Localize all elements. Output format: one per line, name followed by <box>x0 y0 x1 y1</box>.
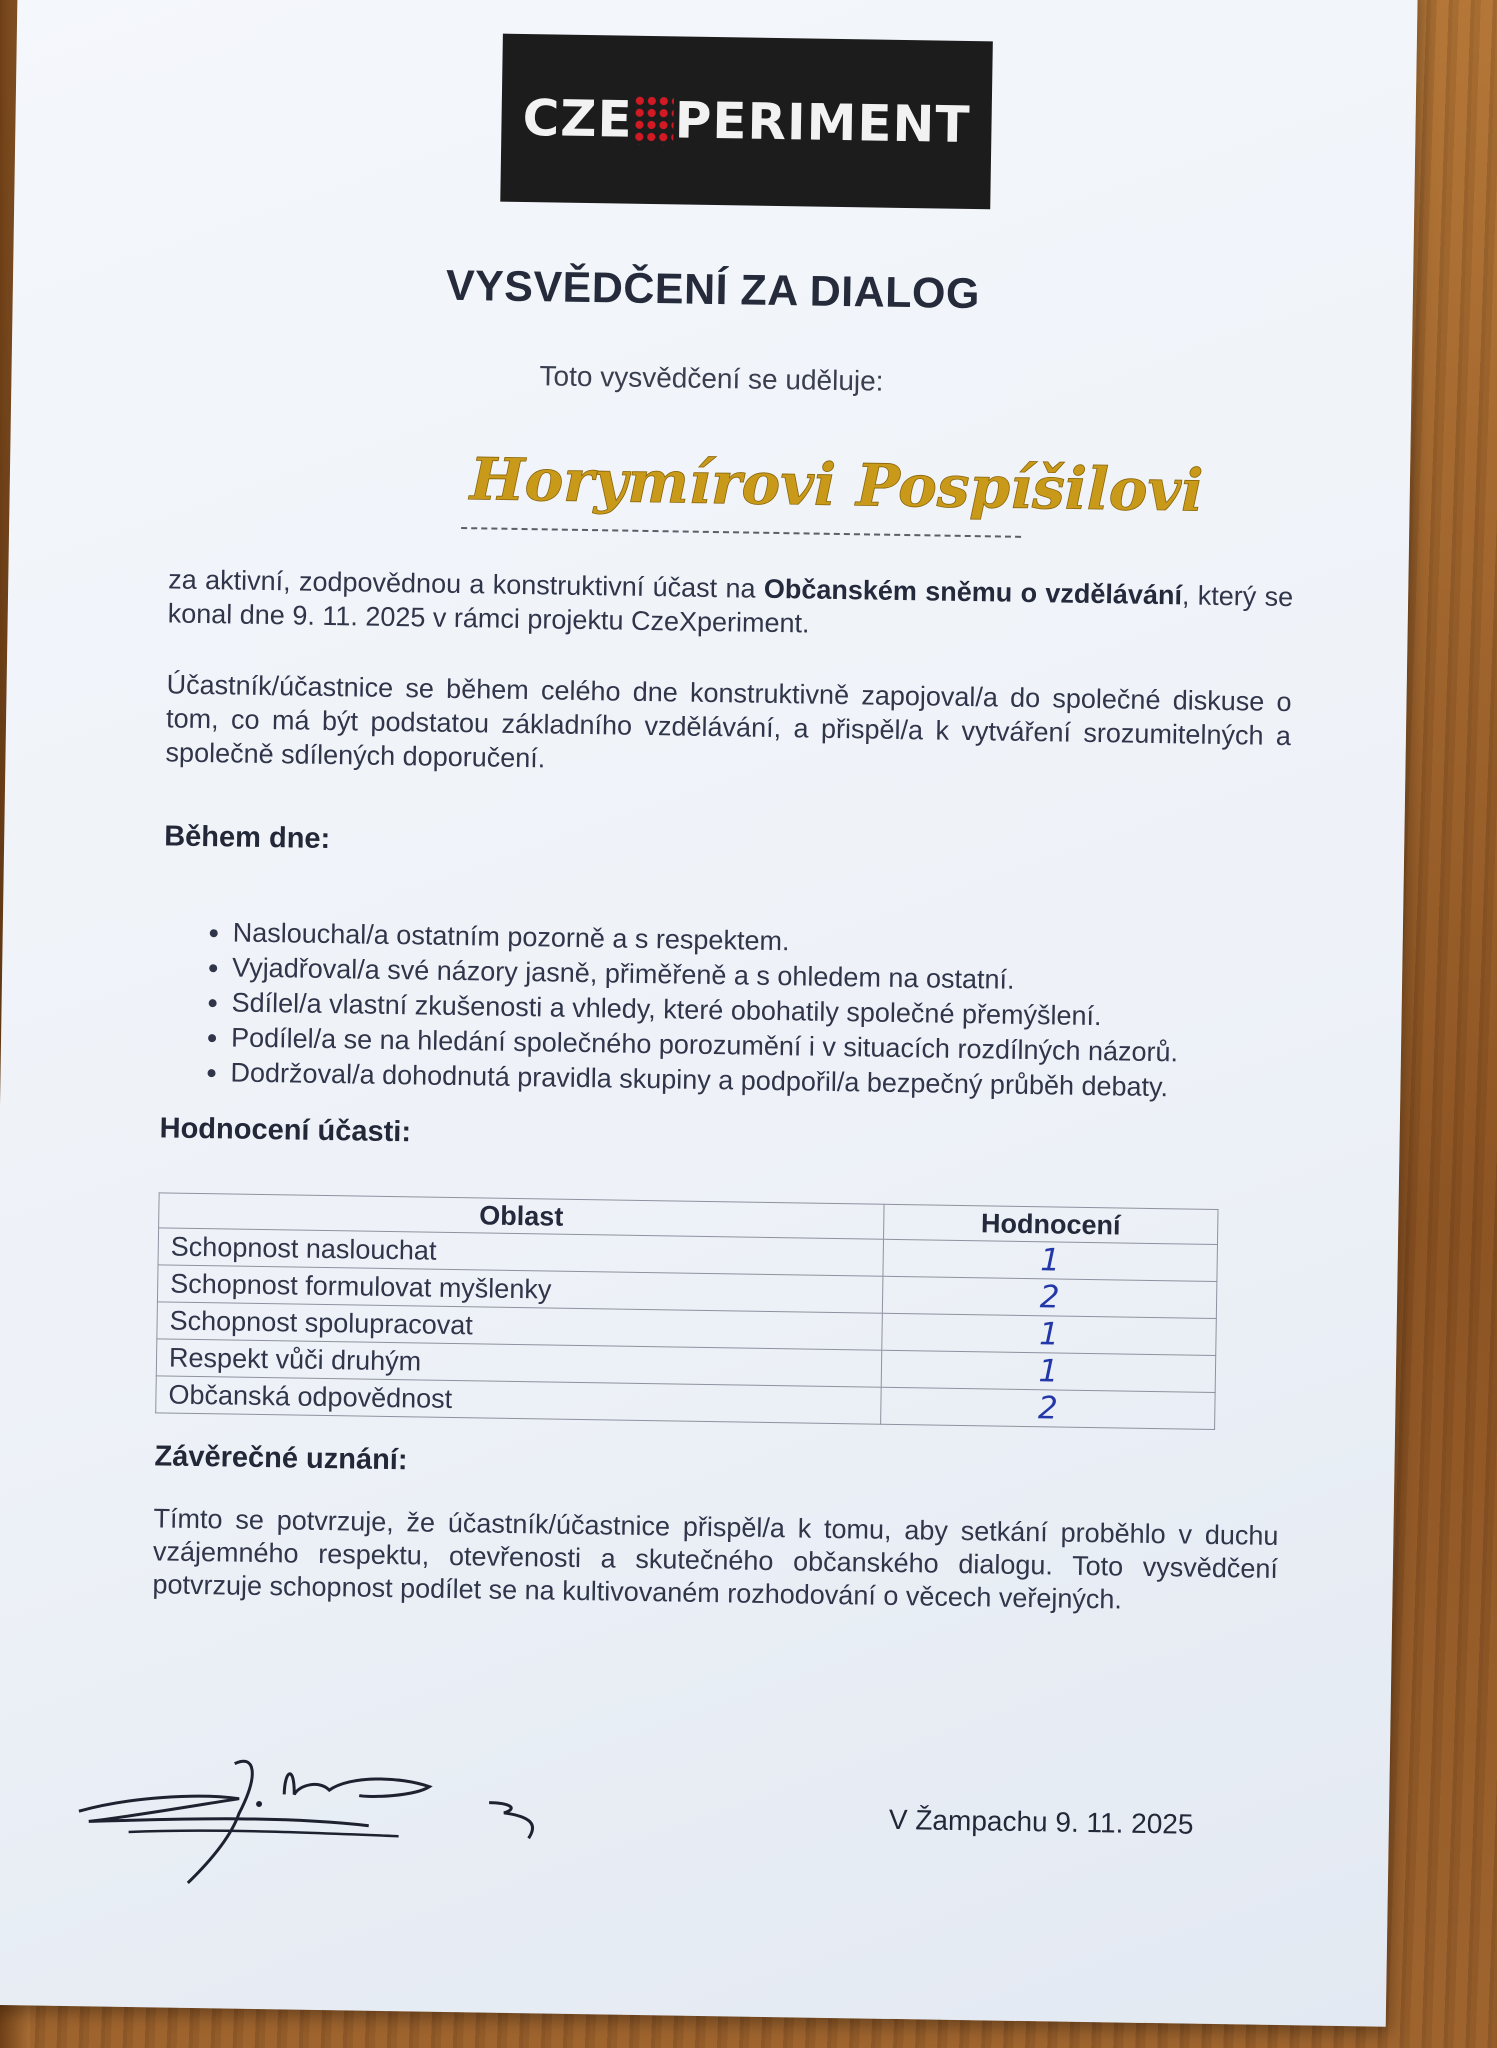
list-item: • Sdílel/a vlastní zkušenosti a vhledy, které obohatily společné přemýšlení. <box>231 985 1321 1037</box>
logo-text-left: CZE <box>522 88 634 149</box>
event-name: Občanském sněmu o vzdělávání <box>763 573 1183 611</box>
header-rating: Hodnocení <box>884 1204 1219 1244</box>
list-item: • Podílel/a se na hledání společného porozumění i v situacích rozdílných názorů. <box>231 1020 1321 1072</box>
participation-paragraph: Účastník/účastnice se během celého dne konstruktivně zapojoval/a do společné diskuse o tom, co má být podstatou základního vzdělávání, a přispěl/a k vytváření srozumitelných a společně sdílených doporučení. <box>165 669 1292 774</box>
grade-cell: 2 <box>882 1276 1217 1318</box>
during-heading: Během dne: <box>164 820 331 856</box>
area-cell: Respekt vůči druhým <box>156 1339 881 1387</box>
intro-text: za aktivní, zodpovědnou a konstruktivní účast na <box>168 564 765 604</box>
grade-cell: 2 <box>881 1387 1216 1429</box>
grade-cell: 1 <box>883 1239 1218 1281</box>
area-cell: Schopnost naslouchat <box>158 1228 883 1276</box>
closing-heading: Závěrečné uznání: <box>154 1440 408 1477</box>
logo-text-right: PERIMENT <box>674 91 971 154</box>
rating-heading: Hodnocení účasti: <box>159 1112 412 1149</box>
rating-table <box>155 1192 1218 1430</box>
logo-x-mark-icon <box>633 95 674 146</box>
intro-paragraph <box>167 562 1293 648</box>
intro-text-end: , který se konal dne 9. 11. 2025 v rámci projektu CzeXperiment. <box>167 580 1294 639</box>
closing-paragraph: Tímto se potvrzuje, že účastník/účastnice přispěl/a k tomu, aby setkání proběhlo v duchu vzájemného respektu, otevřenosti a skutečného občanského dialogu. Toto vysvědčení potvrzuje schopnost podílet se na kultivovaném rozhodování o věcech veřejných. <box>152 1503 1279 1615</box>
area-cell: Občanská odpovědnost <box>156 1376 881 1424</box>
certificate-title: VYSVĚDČENÍ ZA DIALOG <box>445 261 981 319</box>
header-area: Oblast <box>159 1193 884 1239</box>
points-list <box>160 914 1323 1107</box>
list-item: • Naslouchal/a ostatním pozorně a s respektem. <box>232 915 1322 967</box>
certificate-subtitle: Toto vysvědčení se uděluje: <box>539 360 884 397</box>
czexperiment-logo <box>500 34 993 210</box>
list-item: • Dodržoval/a dohodnutá pravidla skupiny a podpořil/a bezpečný průběh debaty. <box>230 1055 1320 1107</box>
list-item: • Vyjadřoval/a své názory jasně, přiměřeně a s ohledem na ostatní. <box>232 950 1322 1002</box>
recipient-handwritten-name <box>461 437 1204 557</box>
area-cell: Schopnost spolupracovat <box>157 1302 882 1350</box>
grade-cell: 1 <box>882 1313 1217 1355</box>
recipient-name: Horymírovi Pospíšilovi <box>469 445 1204 525</box>
area-cell: Schopnost formulovat myšlenky <box>157 1265 882 1313</box>
grade-cell: 1 <box>881 1350 1216 1392</box>
signature <box>68 1741 590 1899</box>
place-and-date: V Žampachu 9. 11. 2025 <box>888 1803 1194 1840</box>
